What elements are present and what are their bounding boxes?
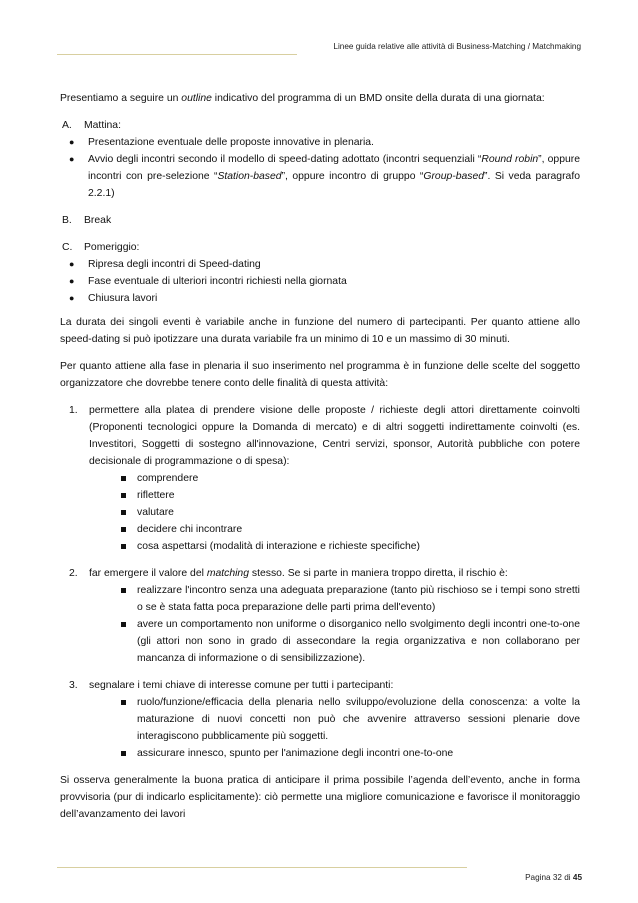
numbered-item-2: 2. far emergere il valore del matching stesso. Se si parte in maniera troppo diretta, il rischio è: realizzare l'incontro senza una adeguata preparazione (tanto più rischioso se i tempi sono stretti o se è stata fatta poca preparazione delle parti prima dell'evento) avere un comportamento non uniforme o disorganico nello svolgimento degli incontri one-to-one (gli attori non sono in grado di assecondare la regia organizzativa e non collaborano per mancanza di informazione o di sensibilizzazione). [60, 565, 580, 667]
bullet-icon: ● [69, 293, 75, 303]
bullet-icon: ● [69, 137, 75, 147]
list-item: decidere chi incontrare [119, 521, 580, 538]
bullet-icon: ● [69, 276, 75, 286]
header-divider [57, 54, 297, 55]
section-a [60, 117, 580, 202]
section-b-title: Break [84, 215, 112, 226]
list-item: comprendere [119, 470, 580, 487]
section-a-title: Mattina: [84, 120, 121, 131]
list-item: ● Presentazione eventuale delle proposte innovative in plenaria. [60, 134, 580, 151]
numbered-item-1: 1. permettere alla platea di prendere visione delle proposte / richieste degli attori direttamente coinvolti (Proponenti tecnologici oppure la Domanda di mercato) e di altri soggetti indirettamente coinvolti (es. Investitori, Soggetti di sostegno all'innovazione, Centri servizi, sponsor, Autorità pubbliche con potere decisionale di programmazione o di spesa): comprendere riflettere valutare decidere chi incontrare cosa aspettarsi (modalità di interazione e richieste specifiche) [60, 402, 580, 555]
plenaria-paragraph: Per quanto attiene alla fase in plenaria il suo inserimento nel programma è in funzione delle scelte del soggetto organizzatore che dovrebbe tenere conto delle finalità di questa attività: [60, 361, 580, 389]
square-bullet-icon [119, 582, 137, 616]
list-item: ● Ripresa degli incontri di Speed-dating [60, 256, 580, 273]
list-item: cosa aspettarsi (modalità di interazione e richieste specifiche) [119, 538, 580, 555]
square-bullet-icon [119, 504, 137, 521]
page-number: Pagina 32 di 45 [525, 873, 582, 882]
list-item: valutare [119, 504, 580, 521]
list-item: ruolo/funzione/efficacia della plenaria nello sviluppo/evoluzione della conoscenza: a volte la maturazione di nuovi concetti non può che avvenire attraverso sessioni plenarie dove interagiscono pubblicamente più soggetti. [119, 694, 580, 745]
list-item: avere un comportamento non uniforme o disorganico nello svolgimento degli incontri one-to-one (gli attori non sono in grado di assecondare la regia organizzativa e non collaborano per mancanza di informazione o di sensibilizzazione). [119, 616, 580, 667]
list-item: assicurare innesco, spunto per l'animazione degli incontri one-to-one [119, 745, 580, 762]
numbered-item-3: 3. segnalare i temi chiave di interesse comune per tutti i partecipanti: ruolo/funzione/efficacia della plenaria nello sviluppo/evoluzione della conoscenza: a volte la maturazione di nuovi concetti non può che avvenire attraverso sessioni plenarie dove interagiscono pubblicamente più soggetti. assicurare innesco, spunto per l'animazione degli incontri one-to-one [60, 677, 580, 762]
section-c [60, 239, 580, 307]
square-bullet-icon [119, 538, 137, 555]
page-header-title: Linee guida relative alle attività di Business-Matching / Matchmaking [333, 42, 581, 51]
document-body [60, 90, 580, 823]
list-item: ● Chiusura lavori [60, 290, 580, 307]
square-bullet-icon [119, 616, 137, 667]
list-item: ● Avvio degli incontri secondo il modello di speed-dating adottato (incontri sequenziali “Round robin”, oppure incontri con pre-selezione “Station-based”, oppure incontro di gruppo “Group-based”. Si veda paragrafo 2.2.1) [60, 151, 580, 202]
square-bullet-icon [119, 521, 137, 538]
section-c-letter: C. [62, 242, 73, 253]
section-b [60, 212, 580, 229]
square-bullet-icon [119, 470, 137, 487]
intro-paragraph: Presentiamo a seguire un outline indicativo del programma di un BMD onsite della durata di una giornata: [60, 93, 545, 104]
square-bullet-icon [119, 745, 137, 762]
list-item: ● Fase eventuale di ulteriori incontri richiesti nella giornata [60, 273, 580, 290]
bullet-icon: ● [69, 154, 75, 164]
section-b-letter: B. [62, 215, 72, 226]
bullet-icon: ● [69, 259, 75, 269]
section-a-letter: A. [62, 120, 72, 131]
list-item: riflettere [119, 487, 580, 504]
square-bullet-icon [119, 694, 137, 745]
duration-paragraph: La durata dei singoli eventi è variabile anche in funzione del numero di partecipanti. Per quanto attiene allo speed-dating si può ipotizzare una durata variabile fra un minimo di 10 e un massimo di 30 minuti. [60, 317, 580, 345]
square-bullet-icon [119, 487, 137, 504]
final-paragraph: Si osserva generalmente la buona pratica di anticipare il prima possibile l’agenda dell’evento, anche in forma provvisoria (pur di indicarlo esplicitamente): ciò permette una migliore comunicazione e favorisce il monitoraggio dell’avanzamento dei lavori [60, 775, 580, 820]
section-c-title: Pomeriggio: [84, 242, 140, 253]
list-item: realizzare l'incontro senza una adeguata preparazione (tanto più rischioso se i tempi sono stretti o se è stata fatta poca preparazione delle parti prima dell'evento) [119, 582, 580, 616]
footer-divider [57, 867, 467, 868]
